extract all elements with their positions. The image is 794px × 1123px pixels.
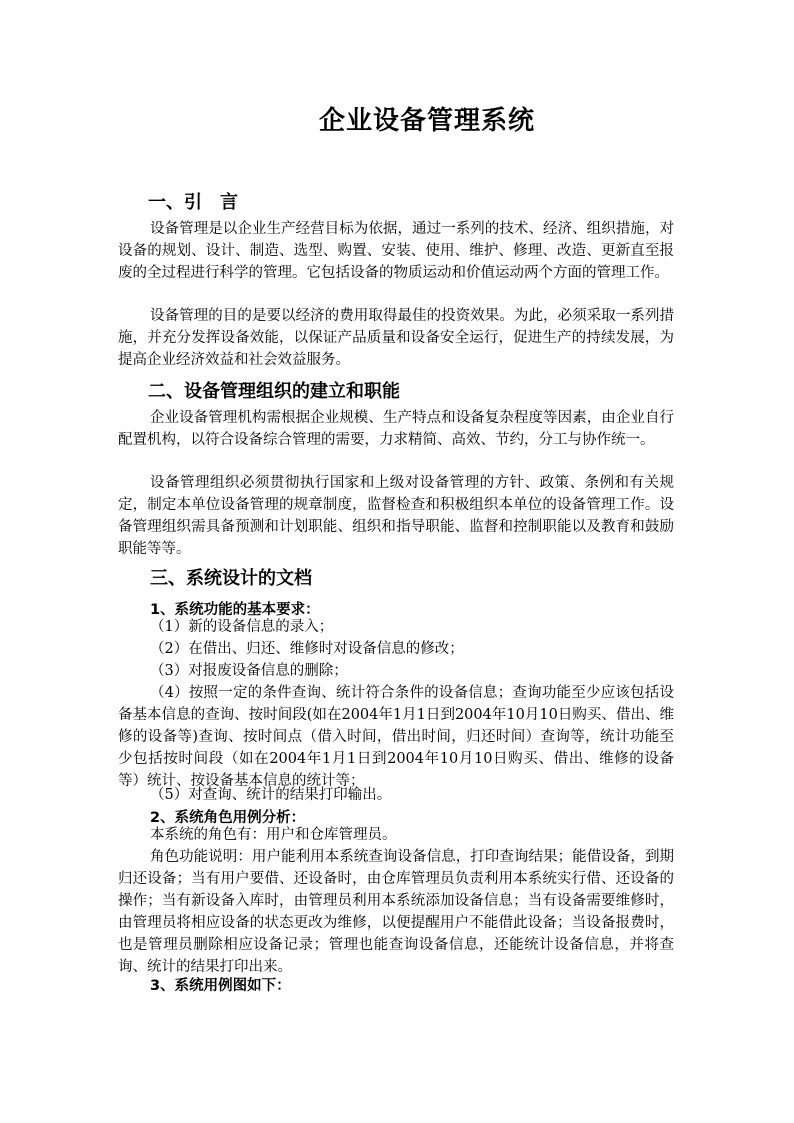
list-item: （2）在借出、归还、维修时对设备信息的修改； <box>150 641 464 657</box>
list-item: （5）对查询、统计的结果打印输出。 <box>150 787 392 803</box>
paragraph: 企业设备管理机构需根据企业规模、生产特点和设备复杂程度等因素，由企业自行配置机构，以符合设备综合管理的需要，力求精简、高效、节约，分工与协作统一。 <box>118 410 674 448</box>
page-title: 企业设备管理系统 <box>318 106 535 136</box>
list-item: （4）按照一定的条件查询、统计符合条件的设备信息；查询功能至少应该包括设备基本信息的查询、按时间段(如在2004年1月1日到2004年10月10日购买、借出、维修的设备等)查询、按时间点（借入时间，借出时间，归还时间）查询等，统计功能至少包括按时间段（如在2004年1月1日到2004年10月10日购买、借出、维修的设备等）统计、按设备基本信息的统计等； <box>118 685 674 789</box>
list-item: （1）新的设备信息的录入； <box>150 619 334 635</box>
subsection-heading-roles: 2、系统角色用例分析： <box>150 810 306 826</box>
section-heading-intro: 一、引 言 <box>148 192 238 213</box>
paragraph: 设备管理的目的是要以经济的费用取得最佳的投资效果。为此，必须采取一系列措施，并充分发挥设备效能，以保证产品质量和设备安全运行，促进生产的持续发展，为提高企业经济效益和社会效益服务。 <box>118 308 674 368</box>
paragraph: 本系统的角色有：用户和仓库管理员。 <box>150 827 397 843</box>
section-heading-organization: 二、设备管理组织的建立和职能 <box>148 381 400 402</box>
subsection-heading-use-case-diagram: 3、系统用例图如下： <box>150 978 291 994</box>
paragraph: 设备管理组织必须贯彻执行国家和上级对设备管理的方针、政策、条例和有关规定，制定本单位设备管理的规章制度，监督检查和积极组织本单位的设备管理工作。设备管理组织需具备预测和计划职能、组织和指导职能、监督和控制职能以及教育和鼓励职能等等。 <box>118 475 674 557</box>
paragraph: 角色功能说明：用户能利用本系统查询设备信息，打印查询结果；能借设备，到期归还设备；当有用户要借、还设备时，由仓库管理员负责利用本系统实行借、还设备的操作；当有新设备入库时，由管理员利用本系统添加设备信息；当有设备需要维修时，由管理员将相应设备的状态更改为维修，以便提醒用户不能借此设备；当设备报费时，也是管理员删除相应设备记录；管理也能查询设备信息，还能统计设备信息，并将查询、统计的结果打印出来。 <box>118 849 674 975</box>
section-heading-design-docs: 三、系统设计的文档 <box>150 568 312 589</box>
paragraph: 设备管理是以企业生产经营目标为依据，通过一系列的技术、经济、组织措施，对设备的规划、设计、制造、选型、购置、安装、使用、维护、修理、改造、更新直至报废的全过程进行科学的管理。它包括设备的物质运动和价值运动两个方面的管理工作。 <box>118 221 674 281</box>
list-item: （3）对报废设备信息的删除； <box>150 663 348 679</box>
subsection-heading-requirements: 1、系统功能的基本要求： <box>150 602 320 618</box>
